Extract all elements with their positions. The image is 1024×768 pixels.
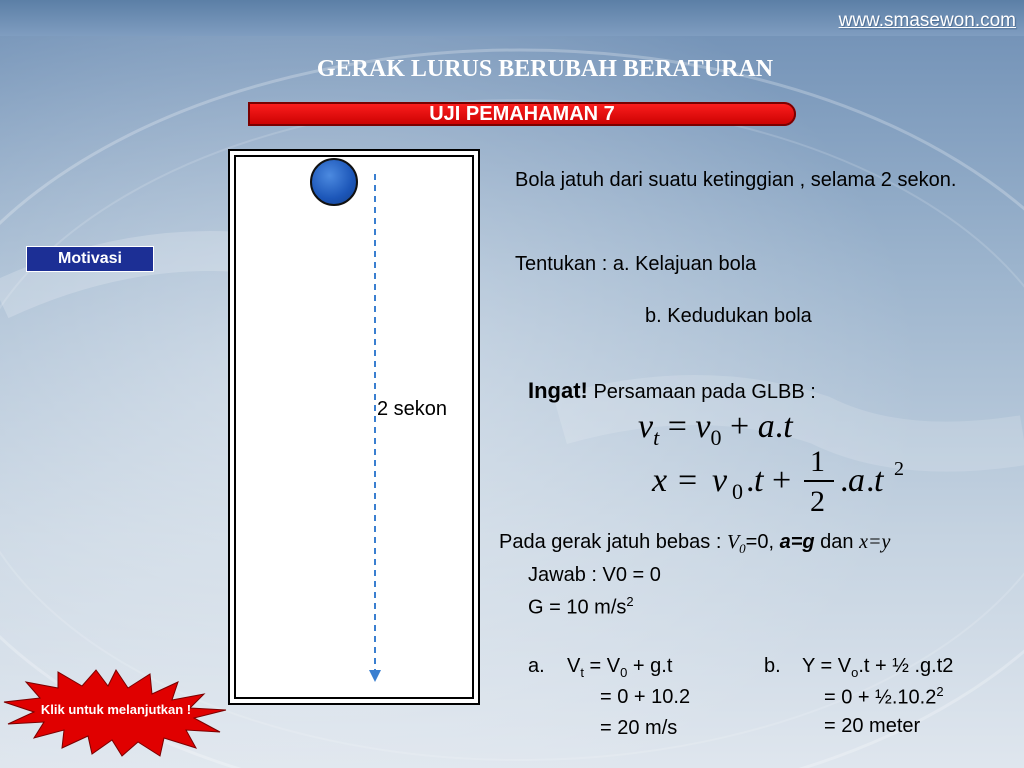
time-label: 2 sekon — [377, 398, 448, 420]
ball — [310, 158, 358, 206]
v0-subscript: 0 — [739, 541, 746, 556]
svg-text:+: + — [772, 462, 792, 499]
svg-text:.: . — [746, 462, 755, 499]
drop-illustration-frame — [228, 149, 480, 705]
site-link[interactable]: www.smasewon.com — [838, 10, 1016, 31]
b-line2-text: = 0 + ½.10.2 — [824, 686, 937, 709]
formula-velocity: $v_t = v_0 + a.t$ — [638, 408, 793, 450]
continue-button[interactable] — [0, 668, 232, 758]
free-fall-line — [499, 531, 890, 557]
answer-a-line3: = 20 m/s — [600, 717, 678, 739]
ingat-label: Ingat! — [528, 378, 588, 403]
a-gt: + g.t — [627, 655, 673, 677]
svg-text:0: 0 — [732, 479, 743, 504]
answer-b-line1 — [802, 655, 953, 680]
given-g-sup: 2 — [626, 594, 634, 609]
frame-inner-border — [234, 155, 474, 699]
svg-text:1: 1 — [810, 445, 825, 478]
answer-a-label: a. — [528, 655, 545, 677]
b-y: Y = V — [802, 655, 852, 677]
dan-word: dan — [814, 531, 860, 553]
answer-b-line3: = 20 meter — [824, 715, 921, 737]
svg-text:=: = — [678, 462, 698, 499]
a-v0: = V — [583, 655, 621, 677]
reminder-text: Persamaan pada GLBB : — [587, 381, 816, 403]
b-line2-sup: 2 — [936, 684, 944, 699]
b-rest: .t + ½ .g.t2 — [858, 655, 954, 677]
a-vt-sub: t — [580, 665, 584, 680]
svg-text:x: x — [652, 462, 668, 499]
a-equals-g: a=g — [779, 531, 815, 553]
svg-text:2: 2 — [810, 485, 825, 517]
motivasi-button[interactable]: Motivasi — [26, 246, 154, 272]
answer-a-line1 — [567, 655, 672, 680]
a-v0-sub: 0 — [620, 665, 628, 680]
given-g-text: G = 10 m/s — [528, 596, 627, 619]
svg-text:.: . — [866, 462, 875, 499]
problem-statement: Bola jatuh dari suatu ketinggian , selama 2 sekon. — [515, 169, 957, 191]
answer-b-line2 — [824, 684, 944, 710]
continue-label: Klik untuk melanjutkan ! — [40, 702, 192, 717]
b-vo-sub: o — [851, 665, 859, 680]
svg-text:a: a — [848, 462, 865, 499]
section-banner: UJI PEMAHAMAN 7 — [248, 102, 796, 126]
given-v0: Jawab : V0 = 0 — [528, 564, 661, 586]
formula-position — [648, 445, 918, 517]
svg-text:t: t — [754, 462, 764, 499]
slide-title: GERAK LURUS BERUBAH BERATURAN — [316, 56, 774, 82]
v0-value: =0, — [745, 531, 780, 553]
svg-text:t: t — [874, 462, 884, 499]
answer-a-line2: = 0 + 10.2 — [600, 686, 691, 708]
svg-text:2: 2 — [894, 458, 904, 480]
reminder-line — [528, 378, 816, 404]
question-a: Tentukan : a. Kelajuan bola — [515, 253, 757, 275]
fall-path-arrow — [360, 170, 390, 690]
answer-b-label: b. — [764, 655, 781, 677]
question-b: b. Kedudukan bola — [645, 305, 812, 327]
free-fall-intro: Pada gerak jatuh bebas : — [499, 531, 727, 553]
svg-text:.: . — [840, 462, 849, 499]
x-equals-y: x=y — [859, 531, 891, 553]
a-vt: V — [567, 655, 581, 677]
v0-symbol: V — [726, 531, 740, 553]
given-g — [528, 594, 634, 620]
svg-text:v: v — [712, 462, 728, 499]
